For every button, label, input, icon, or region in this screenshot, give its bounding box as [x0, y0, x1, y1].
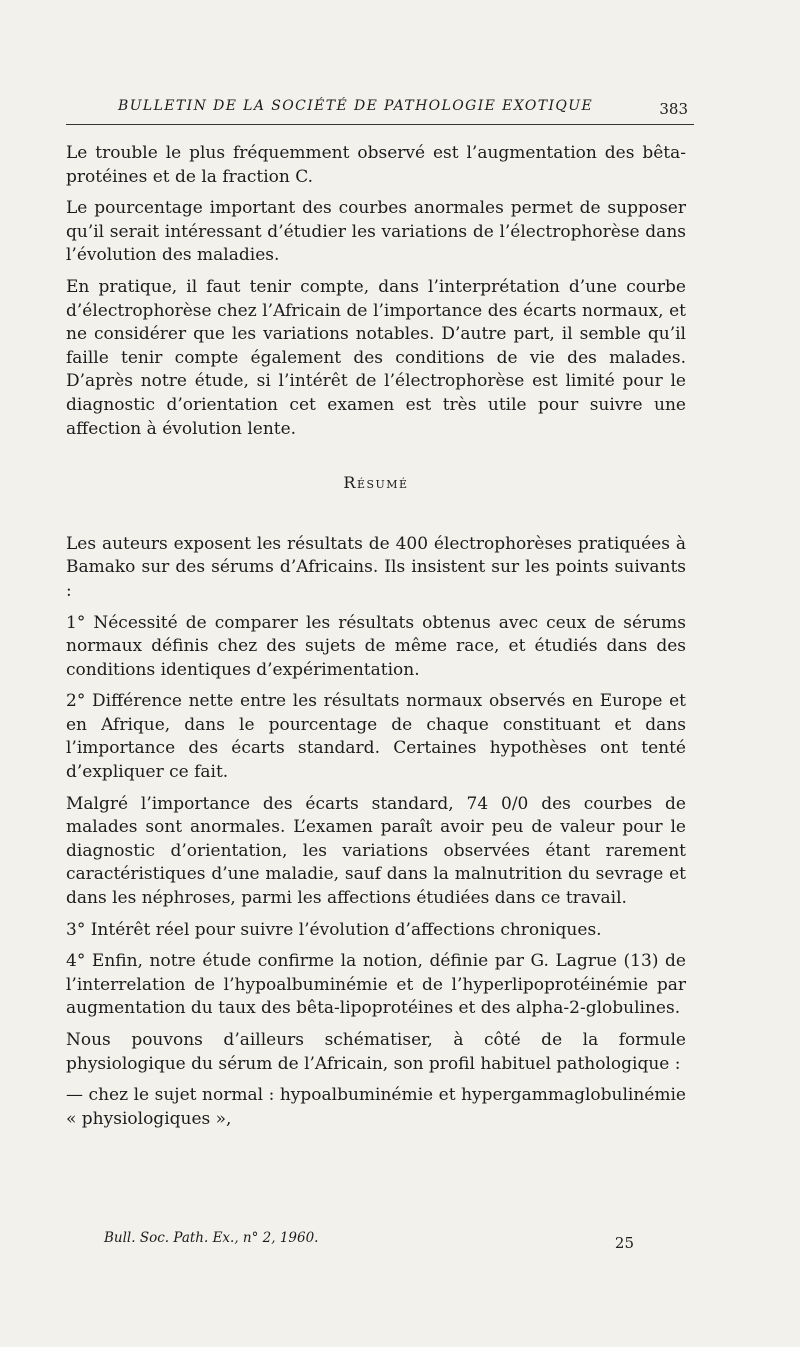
paragraph: — chez le sujet normal : hypoalbuminémie et hypergammaglobulinémie « physiologiques »,: [66, 1085, 686, 1129]
paragraph: 2° Différence nette entre les résultats normaux observés en Europe et en Afrique, dans le pourcentage de chaque constituant et dans l’importance des écarts standard. Certaines hypothèses ont tenté d’expliquer ce fait.: [66, 691, 686, 783]
paragraph: 1° Nécessité de comparer les résultats obtenus avec ceux de sérums normaux définis chez des sujets de même race, et étudiés dans des conditions identiques d’expérimentation.: [66, 612, 686, 680]
page-header: [66, 98, 694, 125]
paragraph: Malgré l’importance des écarts standard, 74 0/0 des courbes de malades sont anormales. L’examen paraît avoir peu de valeur pour le diagnostic d’orientation, les variations observées étant rarement caractéristiques d’une maladie, sauf dans la malnutrition du sevrage et dans les néphroses, parmi les affections étudiées dans ce travail.: [66, 793, 686, 909]
paragraph: Le trouble le plus fréquemment observé est l’augmentation des bêta-protéines et de la fraction C.: [66, 143, 686, 187]
section-heading: Résumé: [343, 473, 409, 493]
paragraph: En pratique, il faut tenir compte, dans l’interprétation d’une courbe d’électrophorèse chez l’Africain de l’importance des écarts normaux, et ne considérer que les variations notables. D’autre part, il semble qu’il faille tenir compte également des conditions de vie des malades. D’après notre étude, si l’intérêt de l’électrophorèse est limité pour le diagnostic d’orientation cet examen est très utile pour suivre une affection à évolution lente.: [66, 276, 686, 439]
signature-number: 25: [614, 1234, 634, 1252]
paragraph: Nous pouvons d’ailleurs schématiser, à côté de la formule physiologique du sérum de l’Africain, son profil habituel pathologique :: [66, 1030, 686, 1074]
article-body: [66, 142, 686, 1139]
paragraph: 4° Enfin, notre étude confirme la notion, définie par G. Lagrue (13) de l’interrelation de l’hypoalbuminémie et de l’hyperlipoprotéinémie par augmentation du taux des bêta-lipoprotéines et des alpha-2-globulines.: [66, 951, 686, 1019]
page-number: 383: [659, 100, 688, 118]
paragraph: Les auteurs exposent les résultats de 400 électrophorèses pratiquées à Bamako sur des sérums d’Africains. Ils insistent sur les points suivants :: [66, 533, 686, 601]
journal-reference: Bull. Soc. Path. Ex., n° 2, 1960.: [104, 1230, 319, 1246]
paragraph: Le pourcentage important des courbes anormales permet de supposer qu’il serait intéressant d’étudier les variations de l’électrophorèse dans l’évolution des maladies.: [66, 198, 686, 266]
paragraph: 3° Intérêt réel pour suivre l’évolution d’affections chroniques.: [66, 919, 602, 940]
running-title: BULLETIN DE LA SOCIÉTÉ DE PATHOLOGIE EXOTIQUE: [118, 98, 594, 114]
